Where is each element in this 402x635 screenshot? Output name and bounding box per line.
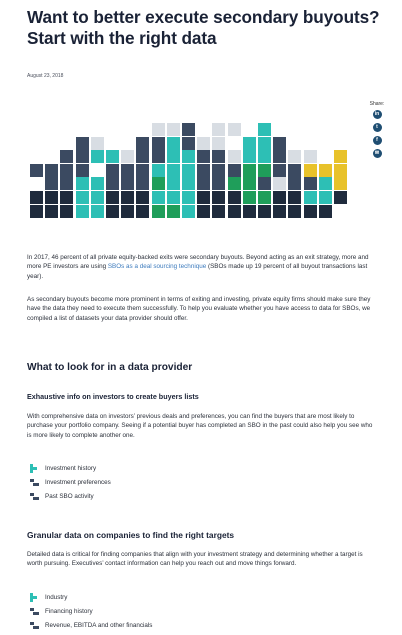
article bbox=[27, 0, 382, 79]
mosaic-tile bbox=[319, 164, 332, 177]
mosaic-tile bbox=[228, 164, 241, 177]
mosaic-tile bbox=[334, 177, 347, 190]
publish-date: August 23, 2018 bbox=[27, 73, 64, 79]
mosaic-tile bbox=[273, 150, 286, 163]
mosaic-tile bbox=[182, 191, 195, 204]
mosaic-tile bbox=[273, 177, 286, 190]
mosaic-tile bbox=[60, 205, 73, 218]
mosaic-tile bbox=[152, 137, 165, 150]
mosaic-tile bbox=[60, 191, 73, 204]
mosaic-tile bbox=[152, 164, 165, 177]
mosaic-tile bbox=[243, 177, 256, 190]
mosaic-tile bbox=[136, 150, 149, 163]
mosaic-tile bbox=[304, 164, 317, 177]
mosaic-tile bbox=[60, 177, 73, 190]
mosaic-tile bbox=[167, 137, 180, 150]
mosaic-tile bbox=[288, 150, 301, 163]
mosaic-tile bbox=[273, 137, 286, 150]
mosaic-tile bbox=[45, 205, 58, 218]
mosaic-tile bbox=[304, 205, 317, 218]
mosaic-tile bbox=[106, 164, 119, 177]
mosaic-tile bbox=[136, 137, 149, 150]
mosaic-tile bbox=[76, 137, 89, 150]
mosaic-tile bbox=[228, 150, 241, 163]
mosaic-tile bbox=[30, 191, 43, 204]
mosaic-tile bbox=[212, 137, 225, 150]
mosaic-tile bbox=[197, 191, 210, 204]
mosaic-tile bbox=[258, 137, 271, 150]
list-item: Investment preferences bbox=[30, 475, 330, 489]
mosaic-tile bbox=[273, 191, 286, 204]
list-item: Industry bbox=[30, 590, 330, 604]
mosaic-tile bbox=[76, 177, 89, 190]
preferences-icon bbox=[30, 478, 39, 487]
mosaic-tile bbox=[258, 191, 271, 204]
financing-icon bbox=[30, 607, 39, 616]
mosaic-tile bbox=[228, 123, 241, 136]
mosaic-tile bbox=[106, 205, 119, 218]
mosaic-tile bbox=[273, 205, 286, 218]
mosaic-tile bbox=[121, 150, 134, 163]
mosaic-tile bbox=[76, 164, 89, 177]
mosaic-tile bbox=[334, 150, 347, 163]
mosaic-tile bbox=[258, 123, 271, 136]
mosaic-tile bbox=[152, 150, 165, 163]
mosaic-tile bbox=[243, 164, 256, 177]
mosaic-tile bbox=[182, 164, 195, 177]
mosaic-tile bbox=[182, 205, 195, 218]
section-heading: What to look for in a data provider bbox=[27, 362, 193, 373]
mosaic-tile bbox=[106, 191, 119, 204]
mosaic-tile bbox=[76, 205, 89, 218]
email-icon[interactable]: ✉ bbox=[373, 149, 382, 158]
mosaic-tile bbox=[197, 137, 210, 150]
mosaic-tile bbox=[197, 150, 210, 163]
twitter-icon[interactable]: t bbox=[373, 123, 382, 132]
intro-paragraph-1 bbox=[27, 253, 375, 281]
mosaic-tile bbox=[182, 177, 195, 190]
hero-mosaic-graphic bbox=[30, 123, 350, 218]
mosaic-tile bbox=[319, 177, 332, 190]
linkedin-icon[interactable]: in bbox=[373, 110, 382, 119]
mosaic-tile bbox=[136, 191, 149, 204]
companies-paragraph: Detailed data is critical for finding companies that align with your investment strategy and determining whether a target is worth pursuing. Executives’ contact information can help you reach out and move things forward. bbox=[27, 551, 363, 568]
mosaic-tile bbox=[106, 177, 119, 190]
mosaic-tile bbox=[197, 205, 210, 218]
mosaic-tile bbox=[212, 123, 225, 136]
mosaic-tile bbox=[30, 164, 43, 177]
investors-paragraph: With comprehensive data on investors’ previous deals and preferences, you can find the buyers that are most likely to purchase your portfolio company. Seeing if a potential buyer has completed an SBO in the past could also help you see who is more likely to complete another one. bbox=[27, 413, 373, 439]
subheading-investors: Exhaustive info on investors to create buyers lists bbox=[27, 392, 199, 401]
mosaic-tile bbox=[212, 150, 225, 163]
share-label: Share: bbox=[369, 101, 385, 107]
mosaic-tile bbox=[152, 177, 165, 190]
mosaic-tile bbox=[228, 177, 241, 190]
mosaic-tile bbox=[334, 164, 347, 177]
mosaic-tile bbox=[258, 150, 271, 163]
mosaic-tile bbox=[212, 205, 225, 218]
mosaic-tile bbox=[30, 205, 43, 218]
mosaic-tile bbox=[228, 205, 241, 218]
mosaic-tile bbox=[167, 205, 180, 218]
mosaic-tile bbox=[212, 177, 225, 190]
history-icon bbox=[30, 464, 39, 473]
mosaic-tile bbox=[288, 164, 301, 177]
mosaic-tile bbox=[273, 164, 286, 177]
mosaic-tile bbox=[121, 205, 134, 218]
mosaic-tile bbox=[212, 164, 225, 177]
mosaic-tile bbox=[182, 123, 195, 136]
list-item: Financing history bbox=[30, 604, 330, 618]
share-bar bbox=[367, 101, 387, 162]
mosaic-tile bbox=[319, 191, 332, 204]
mosaic-tile bbox=[288, 191, 301, 204]
mosaic-tile bbox=[334, 191, 347, 204]
mosaic-tile bbox=[136, 177, 149, 190]
subheading-companies: Granular data on companies to find the right targets bbox=[27, 530, 235, 540]
companies-feature-list bbox=[30, 590, 330, 632]
mosaic-tile bbox=[197, 164, 210, 177]
investors-feature-list bbox=[30, 461, 330, 503]
mosaic-tile bbox=[243, 205, 256, 218]
mosaic-tile bbox=[258, 164, 271, 177]
mosaic-tile bbox=[319, 205, 332, 218]
mosaic-tile bbox=[60, 150, 73, 163]
intro-paragraph-2: As secondary buyouts become more prominent in terms of exiting and investing, private equity firms should make sure they have the data they need to execute them successfully. To help you evaluate whether you have access to data for SBOs, we compiled a list of datasets your data provider should offer. bbox=[27, 296, 371, 322]
mosaic-tile bbox=[60, 164, 73, 177]
mosaic-tile bbox=[304, 150, 317, 163]
mosaic-tile bbox=[152, 123, 165, 136]
mosaic-tile bbox=[91, 150, 104, 163]
list-item: Revenue, EBITDA and other financials bbox=[30, 618, 330, 632]
mosaic-tile bbox=[136, 164, 149, 177]
mosaic-tile bbox=[197, 177, 210, 190]
mosaic-tile bbox=[258, 205, 271, 218]
mosaic-tile bbox=[45, 164, 58, 177]
list-item: Past SBO activity bbox=[30, 489, 330, 503]
activity-icon bbox=[30, 492, 39, 501]
page-title: Want to better execute secondary buyouts? Start with the right data bbox=[27, 7, 380, 48]
mosaic-tile bbox=[243, 137, 256, 150]
mosaic-tile bbox=[121, 177, 134, 190]
mosaic-tile bbox=[121, 164, 134, 177]
mosaic-tile bbox=[304, 191, 317, 204]
mosaic-tile bbox=[182, 150, 195, 163]
mosaic-tile bbox=[121, 191, 134, 204]
mosaic-tile bbox=[167, 150, 180, 163]
mosaic-tile bbox=[167, 177, 180, 190]
mosaic-tile bbox=[76, 191, 89, 204]
sbo-deal-sourcing-link[interactable]: SBOs as a deal sourcing technique bbox=[107, 263, 207, 271]
mosaic-tile bbox=[182, 137, 195, 150]
mosaic-tile bbox=[288, 177, 301, 190]
mosaic-tile bbox=[304, 177, 317, 190]
mosaic-tile bbox=[152, 191, 165, 204]
mosaic-tile bbox=[243, 191, 256, 204]
mosaic-tile bbox=[91, 191, 104, 204]
mosaic-tile bbox=[258, 177, 271, 190]
facebook-icon[interactable]: f bbox=[373, 136, 382, 145]
mosaic-tile bbox=[152, 205, 165, 218]
mosaic-tile bbox=[212, 191, 225, 204]
mosaic-tile bbox=[45, 177, 58, 190]
mosaic-tile bbox=[136, 205, 149, 218]
industry-icon bbox=[30, 593, 39, 602]
mosaic-tile bbox=[228, 191, 241, 204]
mosaic-tile bbox=[91, 205, 104, 218]
mosaic-tile bbox=[243, 150, 256, 163]
mosaic-tile bbox=[106, 150, 119, 163]
mosaic-tile bbox=[76, 150, 89, 163]
mosaic-tile bbox=[167, 164, 180, 177]
intro-text-a: In 2017, 46 percent of all private equity-backed exits were secondary buyouts. Beyond acting as an exit strategy, more and more PE investors are using bbox=[27, 254, 369, 271]
intro-text-b: (SBOs made up 19 percent of all buyout transactions last year). bbox=[27, 263, 368, 280]
financials-icon bbox=[30, 621, 39, 630]
list-item: Investment history bbox=[30, 461, 330, 475]
mosaic-tile bbox=[288, 205, 301, 218]
mosaic-tile bbox=[91, 177, 104, 190]
mosaic-tile bbox=[167, 123, 180, 136]
mosaic-tile bbox=[91, 137, 104, 150]
mosaic-tile bbox=[167, 191, 180, 204]
mosaic-tile bbox=[45, 191, 58, 204]
